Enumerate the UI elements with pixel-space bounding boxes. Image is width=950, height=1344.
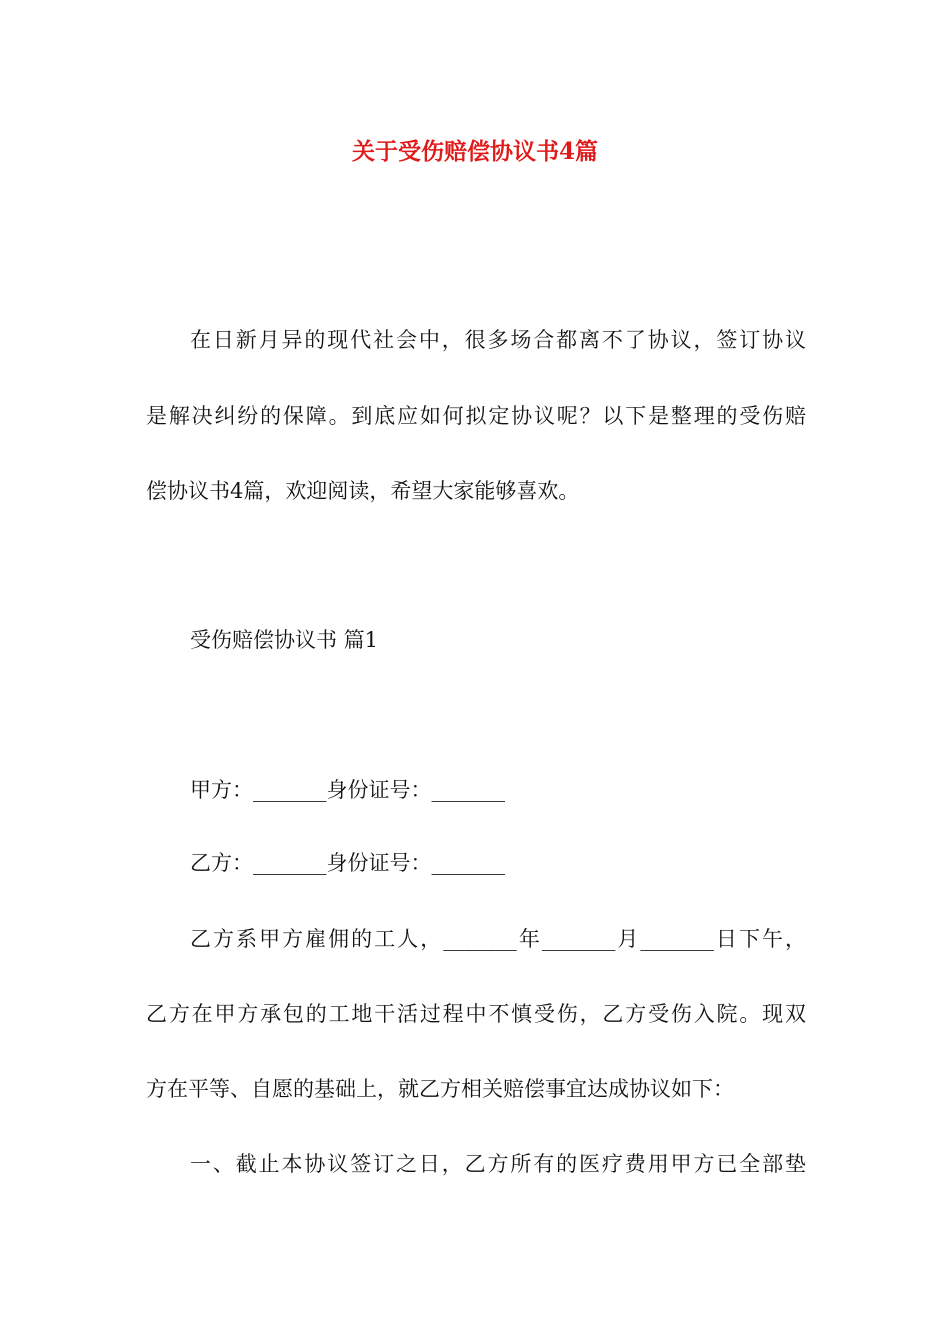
document-title: 关于受伤赔偿协议书4篇 xyxy=(351,138,598,165)
body-line-2: 乙方在甲方承包的工地干活过程中不慎受伤，乙方受伤入院。现双 xyxy=(146,1002,806,1026)
intro-line-1: 在日新月异的现代社会中，很多场合都离不了协议，签订协议 xyxy=(190,328,806,352)
intro-line-2: 是解决纠纷的保障。到底应如何拟定协议呢？以下是整理的受伤赔 xyxy=(146,404,806,428)
body-line-1: 乙方系甲方雇佣的工人，_______年_______月_______日下午， xyxy=(190,927,806,951)
party-a-line: 甲方：_______身份证号：_______ xyxy=(190,778,505,802)
intro-line-3: 偿协议书4篇，欢迎阅读，希望大家能够喜欢。 xyxy=(146,479,580,503)
section-heading: 受伤赔偿协议书 篇1 xyxy=(190,628,379,652)
body-line-4: 一、截止本协议签订之日，乙方所有的医疗费用甲方已全部垫 xyxy=(190,1152,806,1176)
party-b-line: 乙方：_______身份证号：_______ xyxy=(190,851,505,875)
body-line-3: 方在平等、自愿的基础上，就乙方相关赔偿事宜达成协议如下： xyxy=(146,1077,734,1101)
